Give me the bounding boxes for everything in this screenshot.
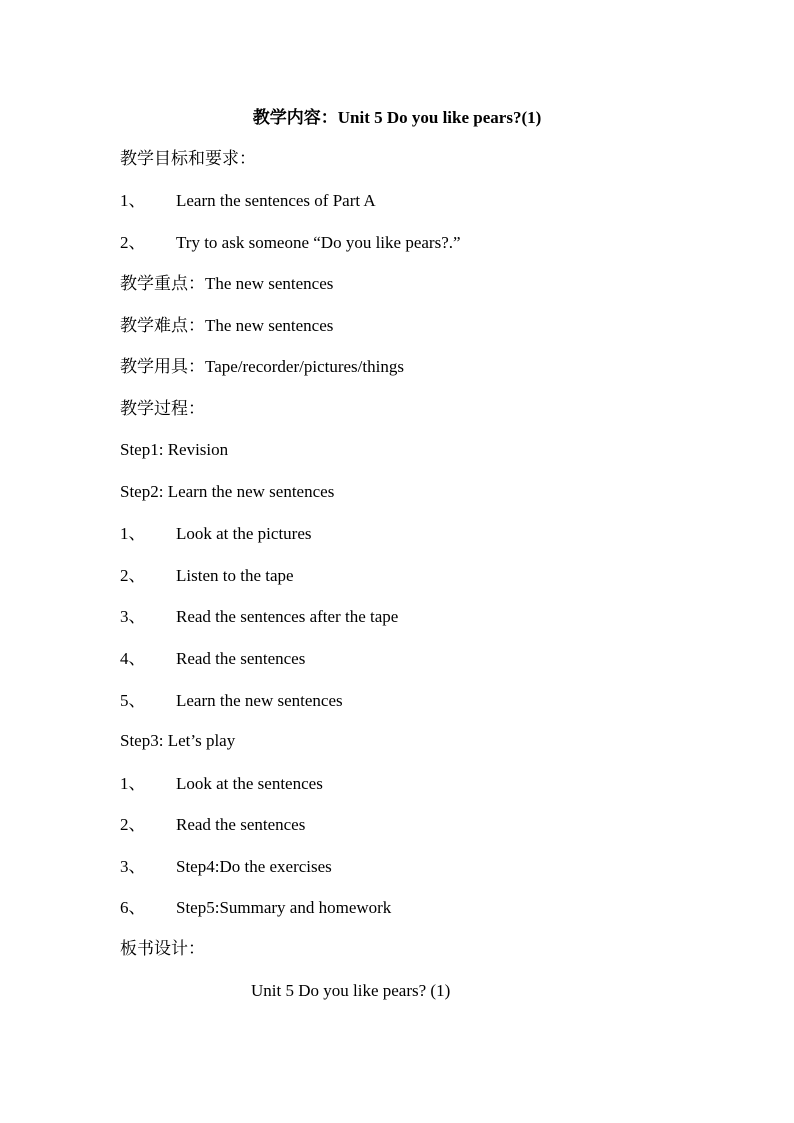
- item-number: 4、: [120, 649, 146, 668]
- board-heading: 板书设计：: [120, 939, 205, 958]
- step1-heading: Step1: Revision: [120, 440, 229, 459]
- step2-item: [120, 524, 312, 544]
- objective-item: [120, 191, 376, 211]
- item-number: 1、: [120, 774, 146, 793]
- step2-item: [120, 566, 294, 586]
- item-text: Step5:Summary and homework: [176, 898, 392, 917]
- difficulties: 教学难点：The new sentences: [120, 316, 334, 335]
- item-number: 3、: [120, 857, 146, 876]
- key-points: 教学重点：The new sentences: [120, 274, 334, 293]
- step2-item: [120, 649, 305, 669]
- item-number: 2、: [120, 233, 146, 252]
- item-number: 1、: [120, 191, 146, 210]
- item-text: Look at the pictures: [176, 524, 312, 543]
- step3-item: [120, 774, 323, 794]
- step3-item: [120, 898, 391, 918]
- step2-item: [120, 691, 343, 711]
- item-text: Read the sentences: [176, 815, 306, 834]
- item-text: Step4:Do the exercises: [176, 857, 332, 876]
- materials: 教学用具：Tape/recorder/pictures/things: [120, 357, 404, 376]
- item-number: 6、: [120, 898, 146, 917]
- step2-heading: Step2: Learn the new sentences: [120, 482, 335, 501]
- board-title: Unit 5 Do you like pears? (1): [251, 981, 451, 1000]
- item-text: Read the sentences: [176, 649, 306, 668]
- item-text: Learn the new sentences: [176, 691, 343, 710]
- item-text: Read the sentences after the tape: [176, 607, 399, 626]
- objectives-heading: 教学目标和要求：: [120, 149, 256, 168]
- item-text: Look at the sentences: [176, 774, 323, 793]
- item-number: 3、: [120, 607, 146, 626]
- item-text: Learn the sentences of Part A: [176, 191, 376, 210]
- step3-item: [120, 857, 332, 877]
- process-heading: 教学过程：: [120, 399, 205, 418]
- item-number: 5、: [120, 691, 146, 710]
- objective-item: [120, 233, 461, 253]
- item-number: 2、: [120, 815, 146, 834]
- item-text: Listen to the tape: [176, 566, 294, 585]
- item-text: Try to ask someone “Do you like pears?.”: [176, 233, 461, 252]
- step3-item: [120, 815, 305, 835]
- item-number: 2、: [120, 566, 146, 585]
- step2-item: [120, 607, 398, 627]
- document-title: 教学内容：Unit 5 Do you like pears?(1): [252, 108, 542, 127]
- step3-heading: Step3: Let’s play: [120, 731, 236, 750]
- item-number: 1、: [120, 524, 146, 543]
